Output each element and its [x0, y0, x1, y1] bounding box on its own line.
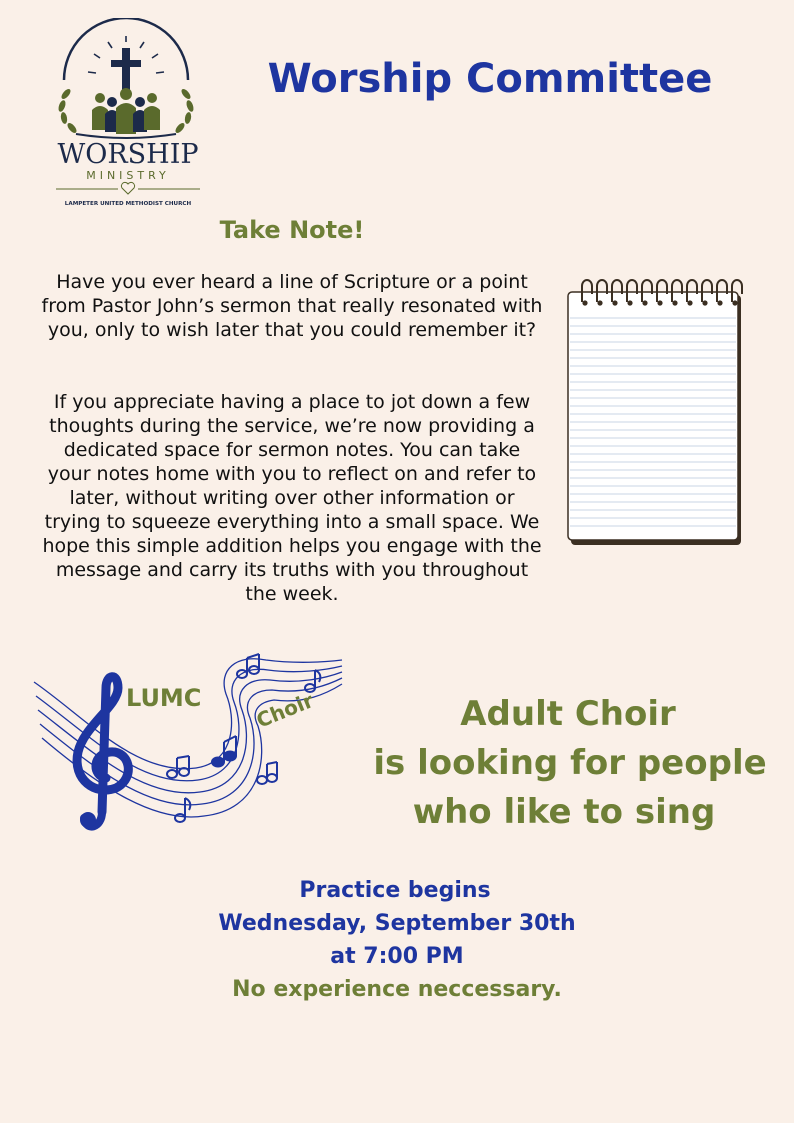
choir-music-graphic — [26, 648, 348, 844]
worship-ministry-logo — [42, 18, 214, 210]
logo-church-name: LAMPETER UNITED METHODIST CHURCH — [64, 201, 192, 207]
choir-heading-line-1: Adult Choir — [460, 694, 676, 734]
spiral-notepad-icon — [562, 272, 744, 548]
choir-label: Choir — [252, 688, 317, 733]
take-note-paragraph-1: Have you ever heard a line of Scripture or a point from Pastor John’s sermon that really resonated with you, only to wish later that you could remember it? — [41, 271, 543, 341]
cross-with-people-icon — [42, 18, 214, 210]
heart-icon — [121, 182, 134, 194]
logo-subtitle: MINISTRY — [86, 169, 170, 182]
lumc-label: LUMC — [126, 684, 202, 712]
page-title: Worship Committee — [267, 56, 713, 102]
choir-heading-line-2: is looking for people — [373, 743, 767, 783]
logo-wordmark: WORSHIP — [57, 139, 199, 170]
take-note-paragraph-2: If you appreciate having a place to jot down a few thoughts during the service, we’re now providing a dedicated space for sermon notes. You can take your notes home with you to reflect on and refer to later, without writing over other information or trying to squeeze everything into a small space. We hope this simple addition helps you engage with the message and carry its truths with you throughout the week. — [42, 391, 542, 605]
choir-heading-line-3: who like to sing — [412, 792, 716, 832]
practice-date: Wednesday, September 30th — [218, 911, 576, 936]
practice-time: at 7:00 PM — [330, 944, 464, 969]
experience-note: No experience neccessary. — [232, 977, 562, 1002]
practice-begins: Practice begins — [299, 878, 491, 903]
take-note-heading: Take Note! — [219, 216, 365, 244]
